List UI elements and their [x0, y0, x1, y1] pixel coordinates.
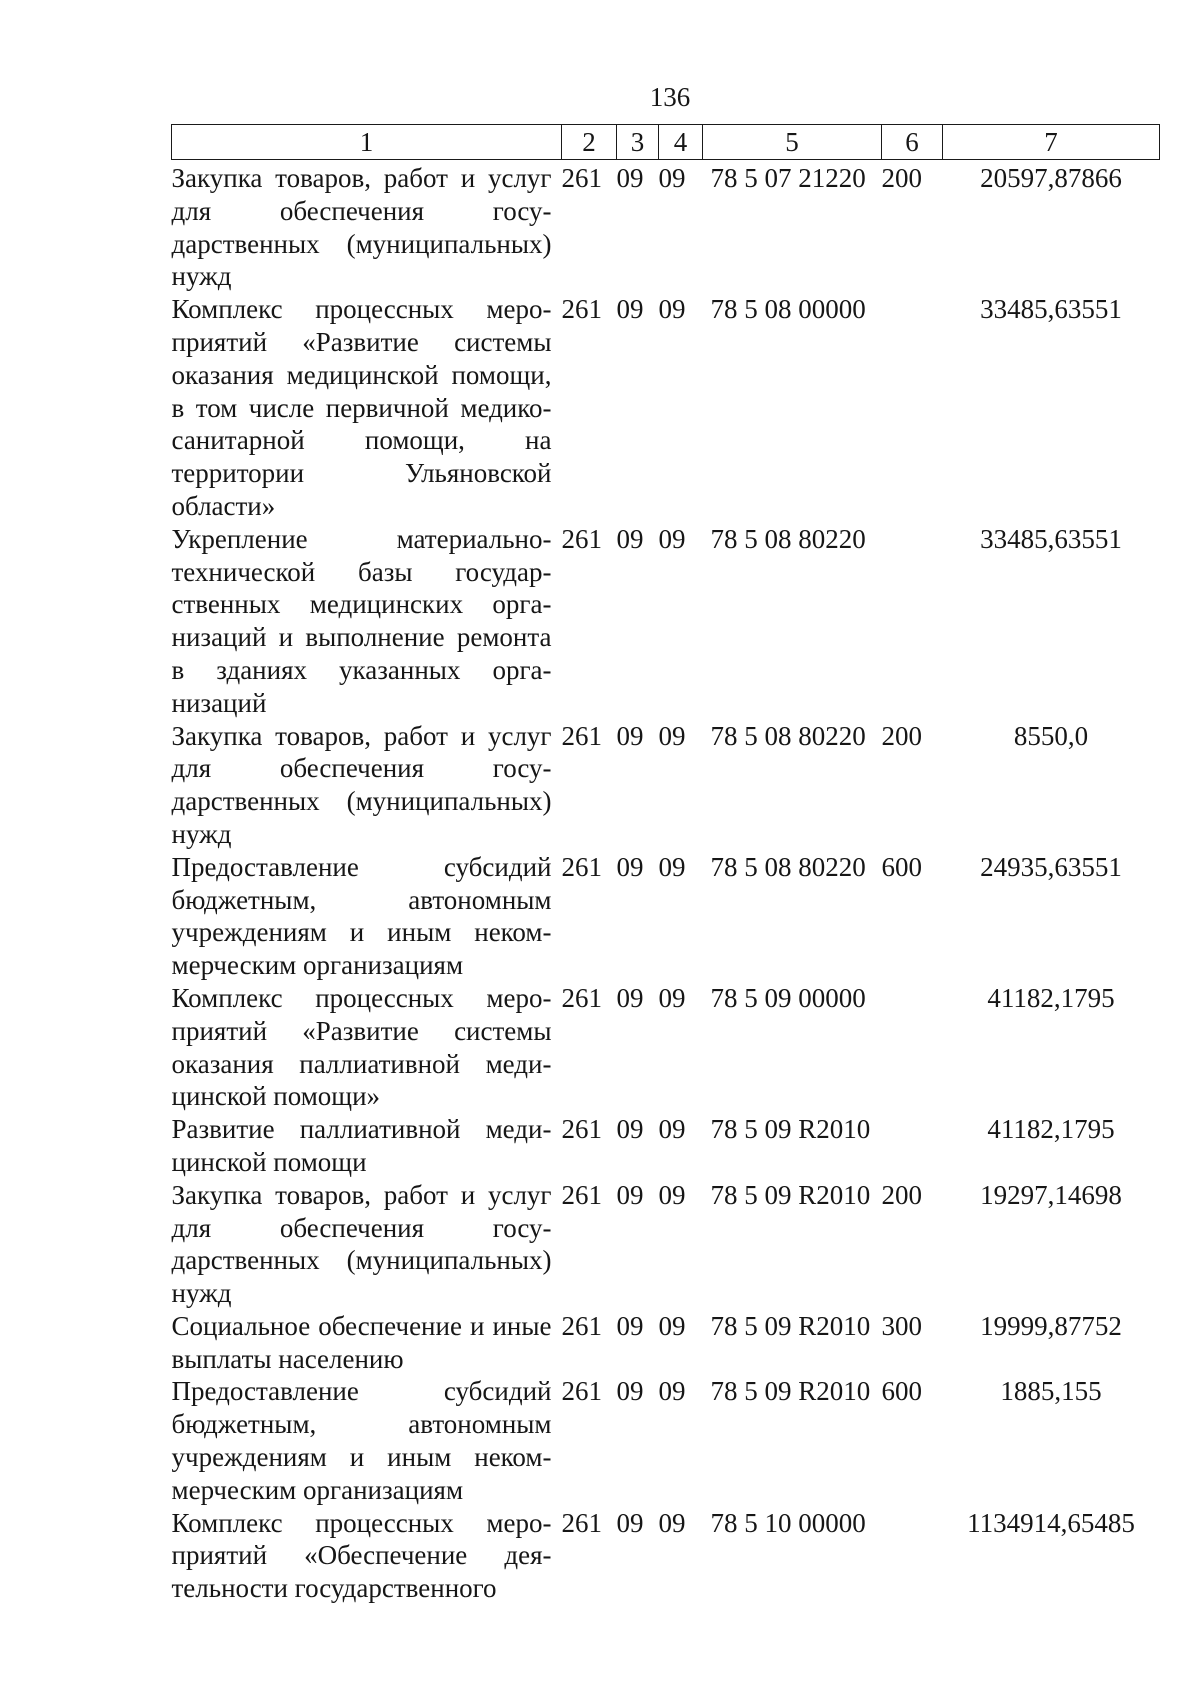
column-header-target: 5 — [703, 125, 882, 160]
row-type: 200 — [881, 1179, 922, 1210]
row-ministry: 261 — [561, 1310, 602, 1341]
row-subsection: 09 — [658, 1507, 686, 1538]
row-name: Комплекс процессных мероприятий «Обеспечение деятельности государственного — [171, 1507, 552, 1604]
row-name: Развитие паллиативной медицинской помощи — [171, 1114, 552, 1177]
table-header — [172, 125, 1160, 160]
row-ministry: 261 — [561, 982, 602, 1013]
row-type — [882, 523, 943, 720]
row-type: 300 — [881, 1310, 922, 1341]
column-header-section: 3 — [617, 125, 659, 160]
column-header-type: 6 — [882, 125, 943, 160]
column-header-subsection: 4 — [659, 125, 703, 160]
row-subsection: 09 — [658, 851, 686, 882]
row-amount: 33485,63551 — [980, 294, 1122, 325]
row-section: 09 — [616, 523, 644, 554]
table-row — [172, 293, 1160, 523]
table-row — [172, 982, 1160, 1113]
row-type: 200 — [881, 163, 922, 193]
row-amount: 1134914,65485 — [967, 1507, 1135, 1538]
row-subsection: 09 — [658, 523, 686, 554]
row-amount: 19297,14698 — [980, 1179, 1122, 1210]
row-target: 78 5 09 R2010 — [710, 1310, 871, 1341]
row-type — [882, 982, 943, 1113]
table-row — [172, 1375, 1160, 1506]
row-ministry: 261 — [561, 851, 602, 882]
row-name: Комплекс процессных мероприятий «Развитие системы оказания медицинской помощи, в том числе первичной медико-санитарной помощи, на территории Ульяновской области» — [171, 294, 552, 521]
table-row — [172, 1507, 1160, 1605]
row-target: 78 5 08 80220 — [710, 851, 866, 882]
header-row — [172, 125, 1160, 160]
row-section: 09 — [616, 1310, 644, 1341]
table-row — [172, 1179, 1160, 1310]
row-target: 78 5 08 80220 — [710, 523, 866, 554]
row-name: Комплекс процессных мероприятий «Развитие системы оказания паллиативной медицинской помощи» — [171, 982, 552, 1112]
table-row — [172, 160, 1160, 294]
row-ministry: 261 — [561, 1376, 602, 1407]
row-subsection: 09 — [658, 163, 686, 193]
row-ministry: 261 — [561, 1179, 602, 1210]
row-type — [882, 1113, 943, 1179]
row-subsection: 09 — [658, 1179, 686, 1210]
row-target: 78 5 09 R2010 — [710, 1114, 871, 1145]
row-subsection: 09 — [658, 294, 686, 325]
row-target: 78 5 10 00000 — [710, 1507, 866, 1538]
row-subsection: 09 — [658, 720, 686, 751]
row-ministry: 261 — [561, 163, 602, 193]
row-section: 09 — [616, 1179, 644, 1210]
row-subsection: 09 — [658, 982, 686, 1013]
row-ministry: 261 — [561, 294, 602, 325]
row-amount: 19999,87752 — [980, 1310, 1122, 1341]
row-name: Предоставление субсидий бюджетным, автономным учреждениям и иным некоммерческим организациям — [171, 1376, 552, 1505]
column-header-ministry: 2 — [562, 125, 617, 160]
row-section: 09 — [616, 294, 644, 325]
row-name: Предоставление субсидий бюджетным, автономным учреждениям и иным некоммерческим организациям — [171, 851, 552, 981]
row-amount: 24935,63551 — [980, 851, 1122, 882]
column-header-name: 1 — [172, 125, 562, 160]
row-section: 09 — [616, 982, 644, 1013]
row-type: 600 — [881, 1376, 922, 1407]
row-target: 78 5 09 00000 — [710, 982, 866, 1013]
row-ministry: 261 — [561, 720, 602, 751]
row-type: 600 — [881, 851, 922, 882]
row-target: 78 5 09 R2010 — [710, 1376, 871, 1407]
row-subsection: 09 — [658, 1310, 686, 1341]
row-target: 78 5 08 80220 — [710, 720, 866, 751]
row-amount: 1885,155 — [1000, 1376, 1102, 1407]
row-subsection: 09 — [658, 1376, 686, 1407]
row-section: 09 — [616, 163, 644, 193]
table-row — [172, 523, 1160, 720]
table-row — [172, 720, 1160, 851]
row-target: 78 5 09 R2010 — [710, 1179, 871, 1210]
budget-table — [171, 124, 1160, 1605]
row-amount: 41182,1795 — [987, 1114, 1115, 1145]
row-name: Закупка товаров, работ и услуг для обеспечения государственных (муниципальных) нужд — [171, 163, 552, 292]
row-type: 200 — [881, 720, 922, 751]
row-section: 09 — [616, 720, 644, 751]
row-ministry: 261 — [561, 523, 602, 554]
row-type — [882, 293, 943, 523]
row-name: Социальное обеспечение и иные выплаты населению — [171, 1310, 552, 1374]
table-row — [172, 1310, 1160, 1376]
row-section: 09 — [616, 1507, 644, 1538]
row-name: Укрепление материально-технической базы государственных медицинских организаций и выполнение ремонта в зданиях указанных организаций — [171, 523, 552, 718]
row-amount: 41182,1795 — [987, 982, 1115, 1013]
row-section: 09 — [616, 1376, 644, 1407]
row-ministry: 261 — [561, 1507, 602, 1538]
table-body — [172, 160, 1160, 1606]
row-amount: 8550,0 — [1013, 720, 1089, 751]
page-number: 136 — [649, 82, 691, 112]
row-amount: 33485,63551 — [980, 523, 1122, 554]
column-header-amount: 7 — [943, 125, 1160, 160]
row-name: Закупка товаров, работ и услуг для обеспечения государственных (муниципальных) нужд — [171, 1179, 552, 1309]
row-type — [882, 1507, 943, 1605]
row-ministry: 261 — [561, 1114, 602, 1145]
row-section: 09 — [616, 851, 644, 882]
row-amount: 20597,87866 — [980, 163, 1122, 193]
row-subsection: 09 — [658, 1114, 686, 1145]
row-name: Закупка товаров, работ и услуг для обеспечения государственных (муниципальных) нужд — [171, 720, 552, 849]
row-target: 78 5 07 21220 — [710, 163, 866, 193]
row-section: 09 — [616, 1114, 644, 1145]
table-row — [172, 851, 1160, 982]
row-target: 78 5 08 00000 — [710, 294, 866, 325]
table-row — [172, 1113, 1160, 1179]
